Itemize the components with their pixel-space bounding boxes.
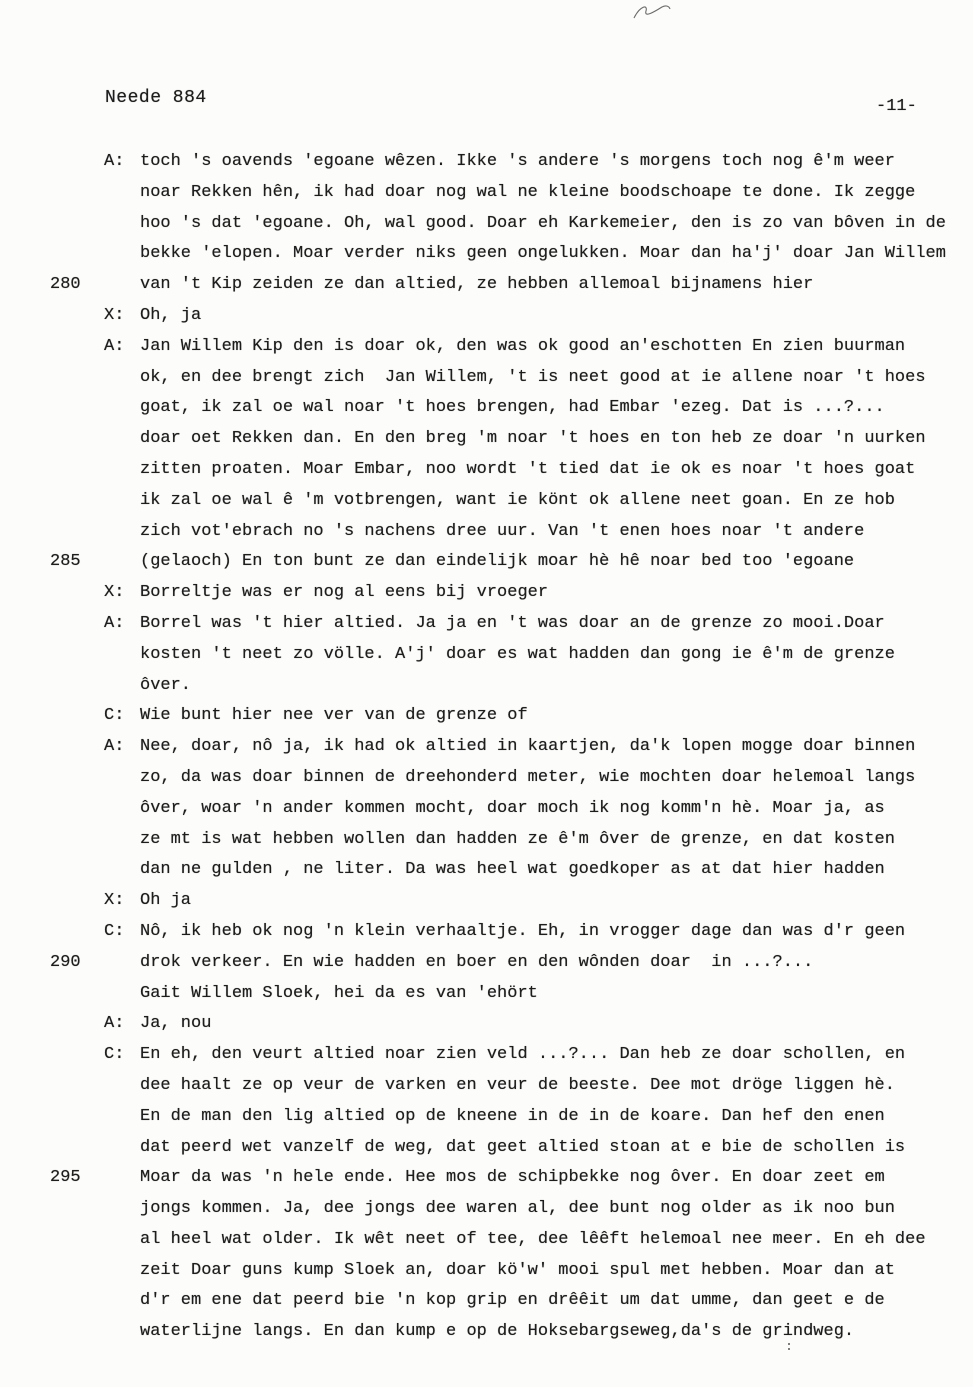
line-text: zo, da was doar binnen de dreehonderd meter, wie mochten doar helemoal langs [140,767,916,787]
document-title: Neede 884 [105,88,207,108]
speaker-label: A: [104,1014,125,1034]
line-text: Borreltje was er nog al eens bij vroeger [140,583,549,603]
transcript-line [0,641,973,672]
transcript-line [0,1072,973,1103]
transcript-line [0,826,973,857]
transcript-line [0,1041,973,1072]
line-number: 290 [50,952,81,972]
line-text: zich vot'ebrach no 's nachens dree uur. Van 't enen hoes noar 't andere [140,521,865,541]
speaker-label: X: [104,305,125,325]
transcript-line [0,394,973,425]
line-text: zeit Doar guns kump Sloek an, doar kö'w' mooi spul met hebben. Moar dan at [140,1260,895,1280]
line-number: 295 [50,1168,81,1188]
line-text: Gait Willem Sloek, hei da es van 'ehört [140,983,538,1003]
transcript-line [0,795,973,826]
line-text: Jan Willem Kip den is doar ok, den was ok good an'eschotten En zien buurman [140,336,906,356]
transcript-line [0,518,973,549]
speaker-label: X: [104,583,125,603]
transcript-line [0,980,973,1011]
transcript-line [0,887,973,918]
transcript-body [0,148,973,1349]
transcript-line [0,1257,973,1288]
line-text: van 't Kip zeiden ze dan altied, ze hebben allemoal bijnamens hier [140,275,814,295]
transcript-line [0,364,973,395]
line-text: Ja, nou [140,1014,212,1034]
line-text: (gelaoch) En ton bunt ze dan eindelijk moar hè hê noar bed too 'egoane [140,552,855,572]
line-text: bekke 'elopen. Moar verder niks geen ongelukken. Moar dan ha'j' doar Jan Willem [140,244,946,264]
line-text: ok, en dee brengt zich Jan Willem, 't is neet good at ie allene noar 't hoes [140,367,926,387]
line-text: En de man den lig altied op de kneene in de in de koare. Dan hef den enen [140,1106,885,1126]
transcript-line [0,579,973,610]
transcript-line [0,733,973,764]
speaker-label: A: [104,336,125,356]
line-text: Nô, ik heb ok nog 'n klein verhaaltje. Eh, in vrogger dage dan was d'r geen [140,921,906,941]
line-text: dat peerd wet vanzelf de weg, dat geet altied stoan at e bie de schollen is [140,1137,906,1157]
transcript-line [0,487,973,518]
line-text: Nee, doar, nô ja, ik had ok altied in kaartjen, da'k lopen mogge doar binnen [140,737,916,757]
transcript-line [0,1164,973,1195]
transcript-line [0,302,973,333]
transcript-line [0,764,973,795]
transcript-line [0,1318,973,1349]
line-number: 285 [50,552,81,572]
line-text: d'r em ene dat peerd bie 'n kop grip en drêêit um dat umme, dan geet e de [140,1291,885,1311]
page-number: -11- [876,97,917,116]
line-text: Oh ja [140,891,192,911]
transcript-line [0,1103,973,1134]
transcript-line [0,210,973,241]
transcript-line [0,1134,973,1165]
line-text: goat, ik zal oe wal noar 't hoes brengen, had Embar 'ezeg. Dat is ...?... [140,398,885,418]
transcript-line [0,148,973,179]
line-text: En eh, den veurt altied noar zien veld ...?... Dan heb ze doar schollen, en [140,1045,906,1065]
transcript-line [0,271,973,302]
transcript-line [0,1226,973,1257]
line-text: Oh, ja [140,305,202,325]
line-text: Wie bunt hier nee ver van de grenze of [140,706,528,726]
speaker-label: A: [104,152,125,171]
stray-ink-dots [788,1340,792,1356]
transcript-line [0,333,973,364]
transcript-line [0,918,973,949]
transcript-line [0,425,973,456]
line-text: ik zal oe wal ê 'm votbrengen, want ie könt ok allene neet goan. En ze hob [140,490,895,510]
line-text: jongs kommen. Ja, dee jongs dee waren al, dee bunt nog older as ik noo bun [140,1199,895,1219]
line-number: 280 [50,275,81,295]
transcript-line [0,1195,973,1226]
transcript-line [0,949,973,980]
line-text: ôver. [140,675,192,695]
transcript-line [0,456,973,487]
speaker-label: X: [104,891,125,911]
speaker-label: C: [104,706,125,726]
line-text: drok verkeer. En wie hadden en boer en den wônden doar in ...?... [140,952,814,972]
transcript-line [0,179,973,210]
line-text: ze mt is wat hebben wollen dan hadden ze ê'm ôver de grenze, en dat kosten [140,829,895,849]
line-text: Moar da was 'n hele ende. Hee mos de schipbekke nog ôver. En doar zeet em [140,1168,885,1188]
line-text: kosten 't neet zo völle. A'j' doar es wat hadden dan gong ie ê'm de grenze [140,644,895,664]
line-text: dan ne gulden , ne liter. Da was heel wat goedkoper as at dat hier hadden [140,860,885,880]
line-text: toch 's oavends 'egoane wêzen. Ikke 's andere 's morgens toch nog ê'm weer [140,152,895,171]
transcript-line [0,548,973,579]
line-text: ôver, woar 'n ander kommen mocht, doar moch ik nog komm'n hè. Moar ja, as [140,798,885,818]
speaker-label: A: [104,613,125,633]
transcript-line [0,856,973,887]
line-text: zitten proaten. Moar Embar, noo wordt 't tied dat ie ok es noar 't hoes goat [140,459,916,479]
transcript-line [0,1287,973,1318]
line-text: waterlijne langs. En dan kump e op de Hoksebargseweg,da's de grindweg. [140,1322,855,1342]
pen-mark [632,2,672,24]
line-text: noar Rekken hên, ik had doar nog wal ne kleine boodschoape te done. Ik zegge [140,182,916,202]
speaker-label: C: [104,921,125,941]
transcript-line [0,672,973,703]
line-text: Borrel was 't hier altied. Ja ja en 't was doar an de grenze zo mooi.Doar [140,613,885,633]
speaker-label: C: [104,1045,125,1065]
line-text: hoo 's dat 'egoane. Oh, wal good. Doar eh Karkemeier, den is zo van bôven in de [140,213,946,233]
transcript-line [0,702,973,733]
transcript-line [0,1010,973,1041]
line-text: dee haalt ze op veur de varken en veur de beeste. Dee mot dröge liggen hè. [140,1075,895,1095]
speaker-label: A: [104,737,125,757]
line-text: doar oet Rekken dan. En den breg 'm noar 't hoes en ton heb ze doar 'n uurken [140,429,926,449]
transcript-line [0,610,973,641]
transcript-line [0,240,973,271]
line-text: al heel wat older. Ik wêt neet of tee, dee lêêft helemoal nee meer. En eh dee [140,1229,926,1249]
